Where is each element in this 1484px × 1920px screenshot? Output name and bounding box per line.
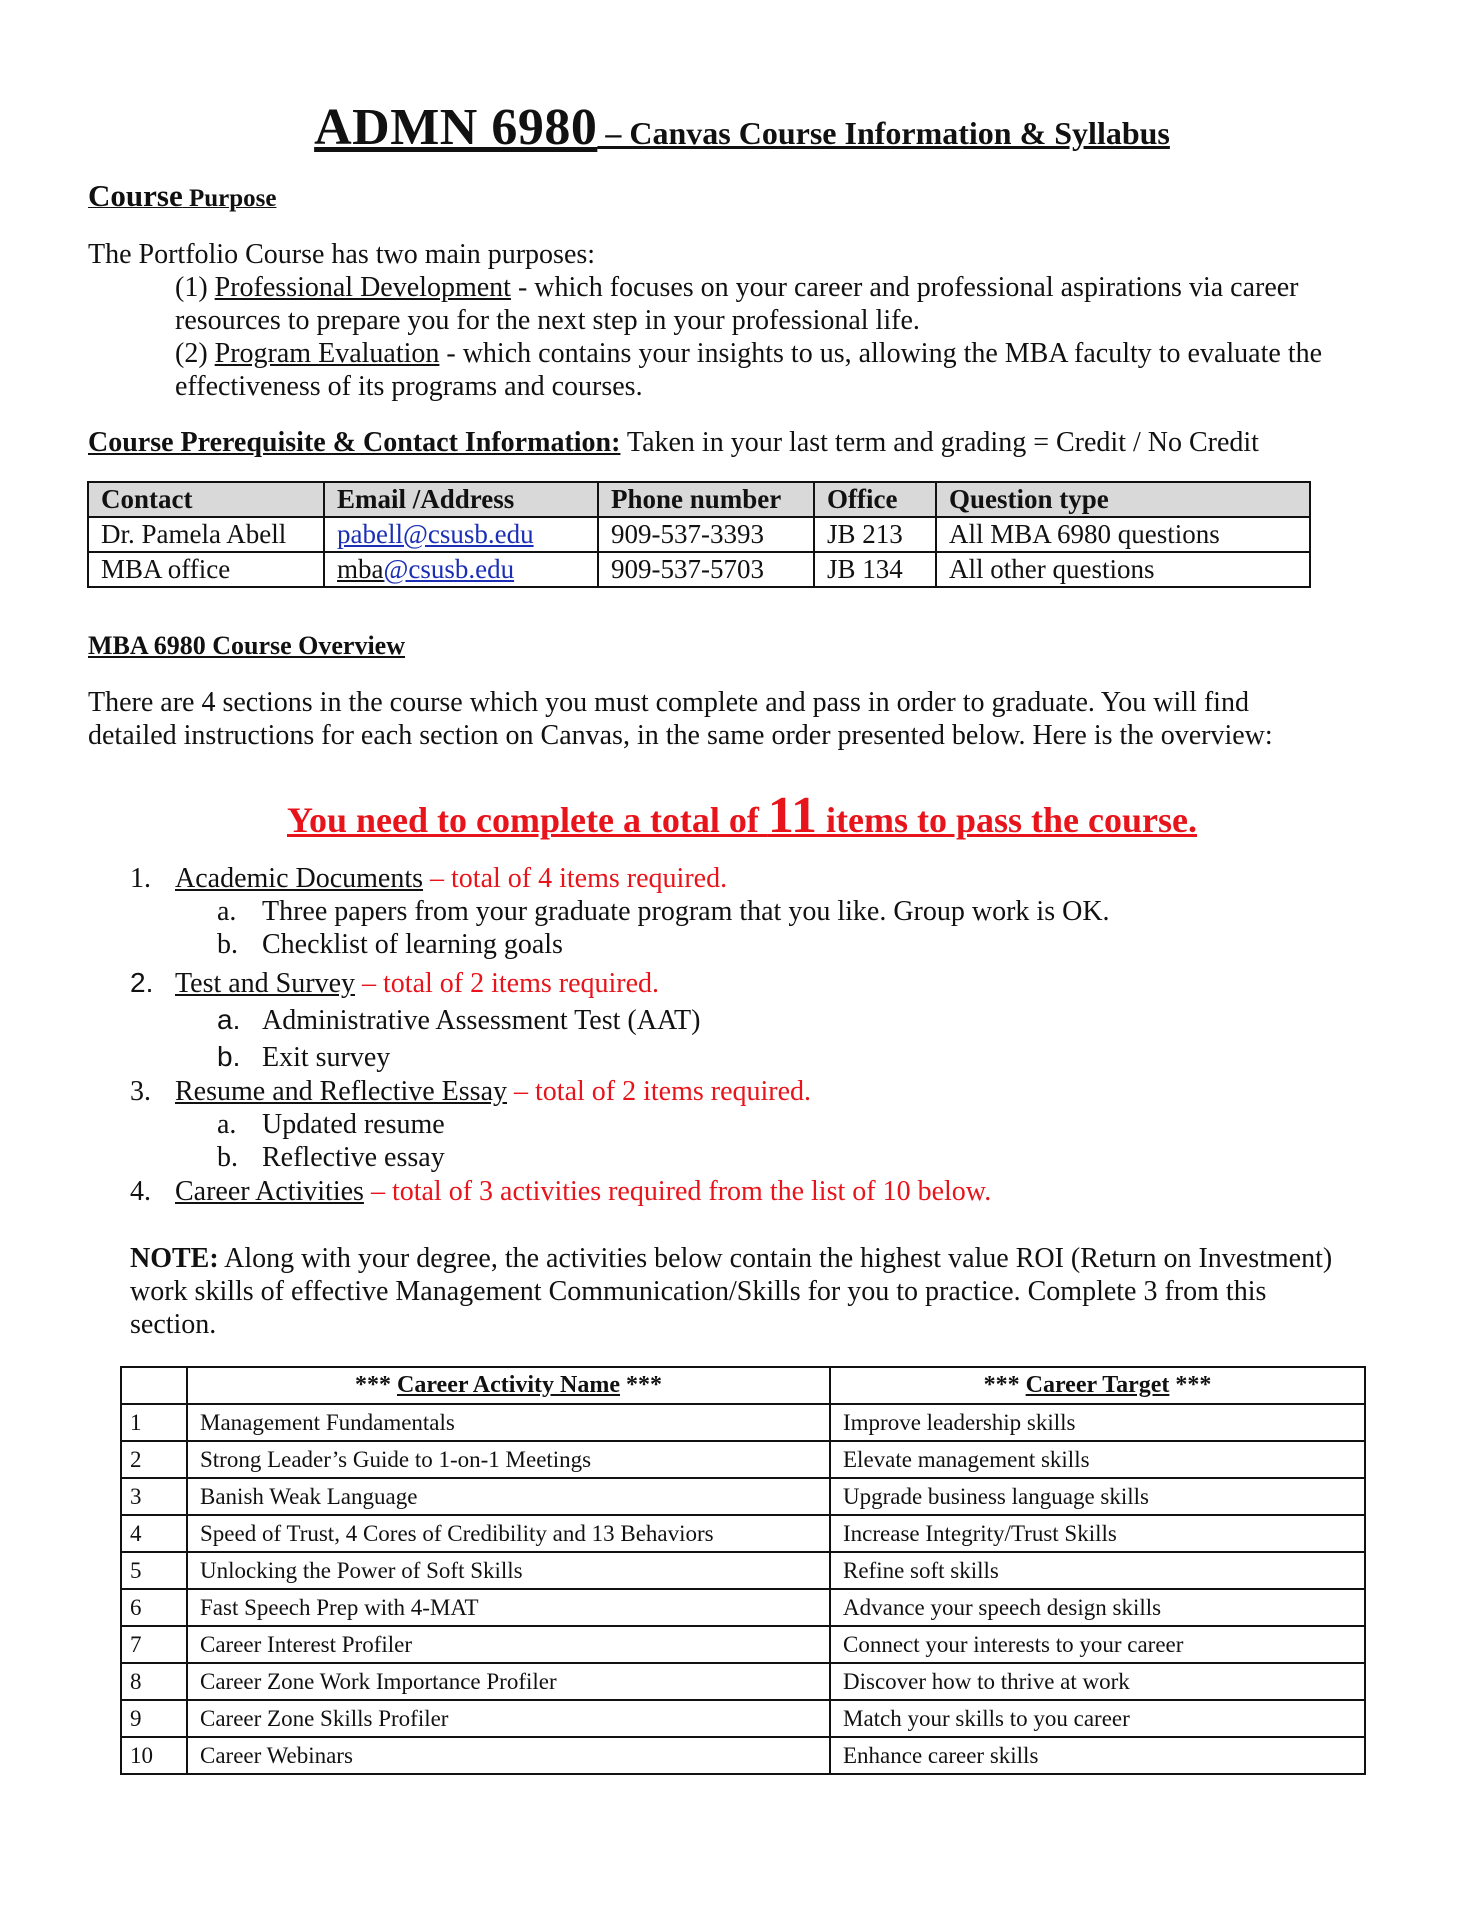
section-name: Resume and Reflective Essay <box>175 1076 508 1107</box>
contact-email <box>324 517 598 552</box>
purpose-heading <box>88 178 276 214</box>
stars: *** <box>620 1372 663 1398</box>
col-office: Office <box>814 482 936 517</box>
career-target: Increase Integrity/Trust Skills <box>830 1515 1365 1552</box>
p1-num: (1) <box>175 272 215 303</box>
purpose-heading-a: Course <box>88 178 183 213</box>
overview-heading: MBA 6980 Course Overview <box>88 631 406 660</box>
sub-text: Administrative Assessment Test (AAT) <box>262 1005 701 1036</box>
banner-post: items to pass the course. <box>817 800 1197 840</box>
p2-term: Program Evaluation <box>214 338 440 369</box>
requirement-banner <box>0 786 1484 845</box>
note-line-3: section. <box>130 1309 217 1340</box>
career-target: Elevate management skills <box>830 1441 1365 1478</box>
purpose-item-2-line2: effectiveness of its programs and courses. <box>175 371 643 402</box>
p1-term: Professional Development <box>214 272 511 303</box>
section-requirement: – total of 2 items required. <box>507 1076 812 1107</box>
table-row <box>121 1626 1365 1663</box>
email-local[interactable]: mba <box>337 554 384 584</box>
p2-rest: - which contains your insights to us, allowing the MBA faculty to evaluate the <box>439 338 1323 369</box>
banner-number: 11 <box>767 787 818 844</box>
sub-text: Checklist of learning goals <box>262 929 563 960</box>
row-number: 5 <box>121 1552 187 1589</box>
email-link[interactable]: @csusb.edu <box>383 554 515 584</box>
p1-rest: - which focuses on your career and professional aspirations via career <box>510 272 1299 303</box>
course-code: ADMN 6980 <box>314 99 598 156</box>
section-name: Test and Survey <box>175 968 356 999</box>
section-number: 4. <box>130 1176 151 1207</box>
sub-letter: b. <box>217 929 238 960</box>
overview-line-2: detailed instructions for each section on Canvas, in the same order presented below. Here is the overview: <box>88 720 1273 751</box>
section-number: 3. <box>130 1076 151 1107</box>
overview-line-1: There are 4 sections in the course which you must complete and pass in order to graduate. You will find <box>88 687 1249 718</box>
activity-name: Fast Speech Prep with 4-MAT <box>187 1589 830 1626</box>
section-name: Academic Documents <box>175 863 424 894</box>
note-label: NOTE: <box>130 1243 219 1274</box>
row-number: 7 <box>121 1626 187 1663</box>
page-title <box>0 98 1484 157</box>
section-number: 1. <box>130 863 151 894</box>
sub-text: Updated resume <box>262 1109 445 1140</box>
career-activities-table <box>120 1366 1366 1775</box>
contact-row <box>88 517 1310 552</box>
section-name: Career Activities <box>175 1176 364 1207</box>
purpose-item-2 <box>175 337 1322 370</box>
purpose-item-1 <box>175 271 1299 304</box>
banner-pre: You need to complete a total of <box>286 800 768 840</box>
career-target: Improve leadership skills <box>830 1404 1365 1441</box>
note-line-2: work skills of effective Management Communication/Skills for you to practice. Complete 3 from this <box>130 1276 1267 1307</box>
career-target: Discover how to thrive at work <box>830 1663 1365 1700</box>
section-item-3 <box>130 1075 811 1108</box>
activity-name: Career Interest Profiler <box>187 1626 830 1663</box>
career-target: Upgrade business language skills <box>830 1478 1365 1515</box>
note-line-1 <box>130 1242 1332 1275</box>
contact-row <box>88 552 1310 587</box>
section-requirement: – total of 2 items required. <box>355 968 660 999</box>
row-number: 2 <box>121 1441 187 1478</box>
career-target: Refine soft skills <box>830 1552 1365 1589</box>
section-item-1 <box>130 862 727 895</box>
activity-name: Career Zone Skills Profiler <box>187 1700 830 1737</box>
section-requirement: – total of 4 items required. <box>423 863 728 894</box>
contact-qtype: All other questions <box>936 552 1310 587</box>
contact-name: MBA office <box>88 552 324 587</box>
contact-office: JB 213 <box>814 517 936 552</box>
table-row <box>121 1737 1365 1774</box>
row-number: 10 <box>121 1737 187 1774</box>
table-row <box>121 1552 1365 1589</box>
activity-name: Strong Leader’s Guide to 1-on-1 Meetings <box>187 1441 830 1478</box>
contact-email <box>324 552 598 587</box>
contact-name: Dr. Pamela Abell <box>88 517 324 552</box>
table-row <box>121 1589 1365 1626</box>
table-row <box>121 1515 1365 1552</box>
prereq-heading: Course Prerequisite & Contact Information: <box>88 427 621 458</box>
section-1-sub-b <box>217 928 563 961</box>
row-number: 3 <box>121 1478 187 1515</box>
sub-text: Reflective essay <box>262 1142 445 1173</box>
section-item-4 <box>130 1175 991 1208</box>
row-number: 1 <box>121 1404 187 1441</box>
note-text-1: Along with your degree, the activities below contain the highest value ROI (Return on Investment) <box>218 1243 1333 1274</box>
purpose-item-1-line2: resources to prepare you for the next step in your professional life. <box>175 305 920 336</box>
activity-name: Unlocking the Power of Soft Skills <box>187 1552 830 1589</box>
col-phone: Phone number <box>598 482 814 517</box>
email-link[interactable]: pabell@csusb.edu <box>337 519 534 549</box>
contact-header-row <box>88 482 1310 517</box>
sub-letter: b. <box>217 1142 238 1173</box>
target-header-label: Career Target <box>1025 1372 1170 1398</box>
activity-name: Management Fundamentals <box>187 1404 830 1441</box>
purpose-heading-b: Purpose <box>182 185 277 212</box>
contact-table <box>87 481 1311 588</box>
activity-name: Career Zone Work Importance Profiler <box>187 1663 830 1700</box>
p2-num: (2) <box>175 338 215 369</box>
table-row <box>121 1663 1365 1700</box>
stars: *** <box>983 1372 1026 1398</box>
sub-letter: b. <box>217 1041 241 1072</box>
col-email: Email /Address <box>324 482 598 517</box>
section-2-sub-a <box>217 1003 700 1037</box>
sub-letter: a. <box>217 1109 237 1140</box>
contact-office: JB 134 <box>814 552 936 587</box>
purpose-intro: The Portfolio Course has two main purposes: <box>88 239 596 270</box>
table-row <box>121 1700 1365 1737</box>
row-number: 9 <box>121 1700 187 1737</box>
row-number: 6 <box>121 1589 187 1626</box>
stars: *** <box>354 1372 397 1398</box>
table-row <box>121 1404 1365 1441</box>
section-item-2 <box>130 966 659 1000</box>
career-target: Connect your interests to your career <box>830 1626 1365 1663</box>
sub-letter: a. <box>217 1004 241 1035</box>
col-career-target <box>830 1367 1365 1404</box>
stars: *** <box>1169 1372 1212 1398</box>
title-rest: – Canvas Course Information & Syllabus <box>597 115 1170 151</box>
activity-name: Career Webinars <box>187 1737 830 1774</box>
contact-phone: 909-537-5703 <box>598 552 814 587</box>
contact-phone: 909-537-3393 <box>598 517 814 552</box>
contact-qtype: All MBA 6980 questions <box>936 517 1310 552</box>
row-number: 4 <box>121 1515 187 1552</box>
prereq-text: Taken in your last term and grading = Credit / No Credit <box>620 427 1259 458</box>
col-contact: Contact <box>88 482 324 517</box>
activity-name: Banish Weak Language <box>187 1478 830 1515</box>
prereq-line <box>88 426 1259 459</box>
section-number: 2. <box>130 967 154 998</box>
activity-header-label: Career Activity Name <box>396 1372 621 1398</box>
section-3-sub-b <box>217 1141 445 1174</box>
sub-text: Exit survey <box>262 1042 391 1073</box>
table-row <box>121 1441 1365 1478</box>
section-3-sub-a <box>217 1108 445 1141</box>
table-row <box>121 1478 1365 1515</box>
sub-letter: a. <box>217 896 237 927</box>
section-1-sub-a <box>217 895 1110 928</box>
section-requirement: – total of 3 activities required from the list of 10 below. <box>363 1176 992 1207</box>
section-2-sub-b <box>217 1040 390 1074</box>
col-number <box>121 1367 187 1404</box>
career-target: Enhance career skills <box>830 1737 1365 1774</box>
row-number: 8 <box>121 1663 187 1700</box>
career-target: Advance your speech design skills <box>830 1589 1365 1626</box>
activity-name: Speed of Trust, 4 Cores of Credibility and 13 Behaviors <box>187 1515 830 1552</box>
career-header-row <box>121 1367 1365 1404</box>
col-question-type: Question type <box>936 482 1310 517</box>
sub-text: Three papers from your graduate program that you like. Group work is OK. <box>262 896 1110 927</box>
col-activity-name <box>187 1367 830 1404</box>
career-target: Match your skills to you career <box>830 1700 1365 1737</box>
